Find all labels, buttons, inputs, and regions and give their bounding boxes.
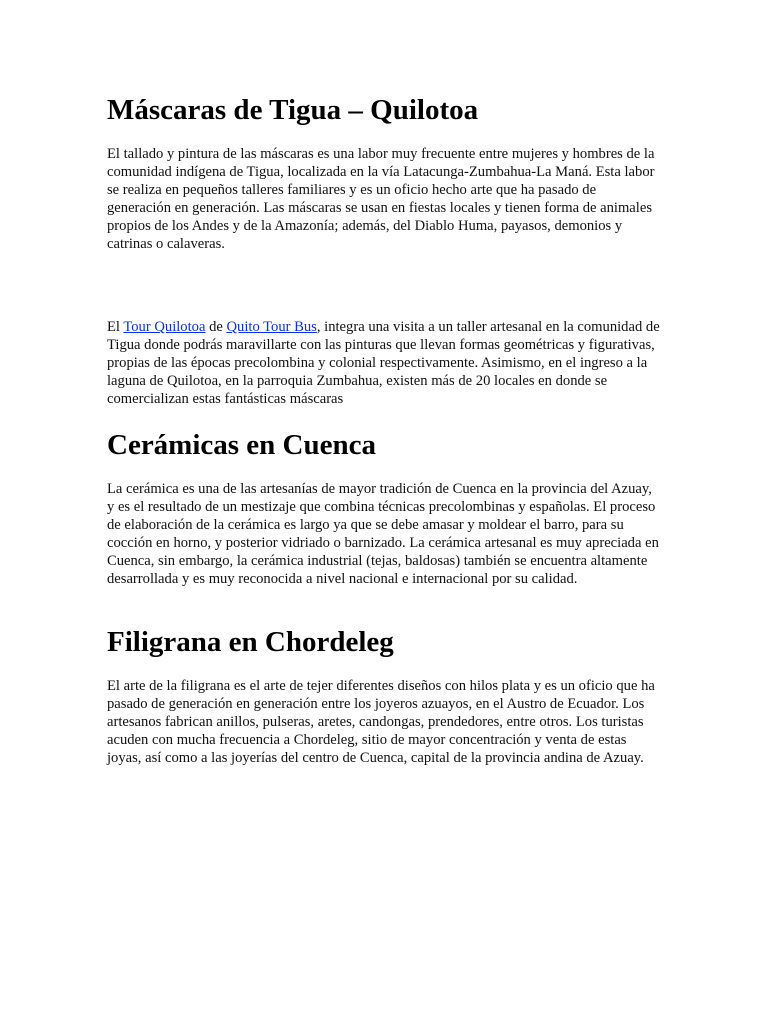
tour-quilotoa-link[interactable]: Tour Quilotoa bbox=[123, 319, 206, 335]
section-heading-mascaras: Máscaras de Tigua – Quilotoa bbox=[107, 94, 479, 126]
quito-tour-bus-link[interactable]: Quito Tour Bus bbox=[226, 319, 317, 335]
paragraph-tour-rest: , integra una visita a un taller artesanal en la comunidad de Tigua donde podrás maravillarte con las pinturas que llevan formas geométricas y figurativas, propias de las épocas precolombina y colonial respectivamente. Asimismo, en el ingreso a la laguna de Quilotoa, en la parroquia Zumbahua, existen más de 20 locales en donde se comercializan estas fantásticas máscaras bbox=[107, 319, 660, 407]
paragraph-tour-prefix: El bbox=[107, 319, 124, 335]
paragraph-mascaras: El tallado y pintura de las máscaras es una labor muy frecuente entre mujeres y hombres de la comunidad indígena de Tigua, localizada en la vía Latacunga-Zumbahua-La Maná. Esta labor se realiza en pequeños talleres familiares y es un oficio hecho arte que ha pasado de generación en generación. Las máscaras se usan en fiestas locales y tienen forma de animales propios de los Andes y de la Amazonía; además, del Diablo Huma, payasos, demonios y catrinas o calaveras. bbox=[107, 146, 655, 252]
paragraph-tour-middle: de bbox=[205, 319, 227, 335]
paragraph-ceramicas: La cerámica es una de las artesanías de mayor tradición de Cuenca en la provincia del Azuay, y es el resultado de un mestizaje que combina técnicas precolombinas y españolas. El proceso de elaboración de la cerámica es largo ya que se debe amasar y moldear el barro, para su cocción en horno, y posterior vidriado o barnizado. La cerámica artesanal es muy apreciada en Cuenca, sin embargo, la cerámica industrial (tejas, baldosas) también se encuentra altamente desarrollada y es muy reconocida a nivel nacional e internacional por su calidad. bbox=[107, 481, 659, 587]
section-heading-filigrana: Filigrana en Chordeleg bbox=[107, 626, 394, 658]
paragraph-tour bbox=[107, 318, 662, 408]
section-heading-ceramicas: Cerámicas en Cuenca bbox=[107, 429, 377, 461]
paragraph-filigrana: El arte de la filigrana es el arte de tejer diferentes diseños con hilos plata y es un oficio que ha pasado de generación en generación entre los joyeros azuayos, en el Austro de Ecuador. Los artesanos fabrican anillos, pulseras, aretes, candongas, prendedores, entre otros. Los turistas acuden con mucha frecuencia a Chordeleg, sitio de mayor concentración y venta de estas joyas, así como a las joyerías del centro de Cuenca, capital de la provincia andina de Azuay. bbox=[107, 678, 655, 766]
